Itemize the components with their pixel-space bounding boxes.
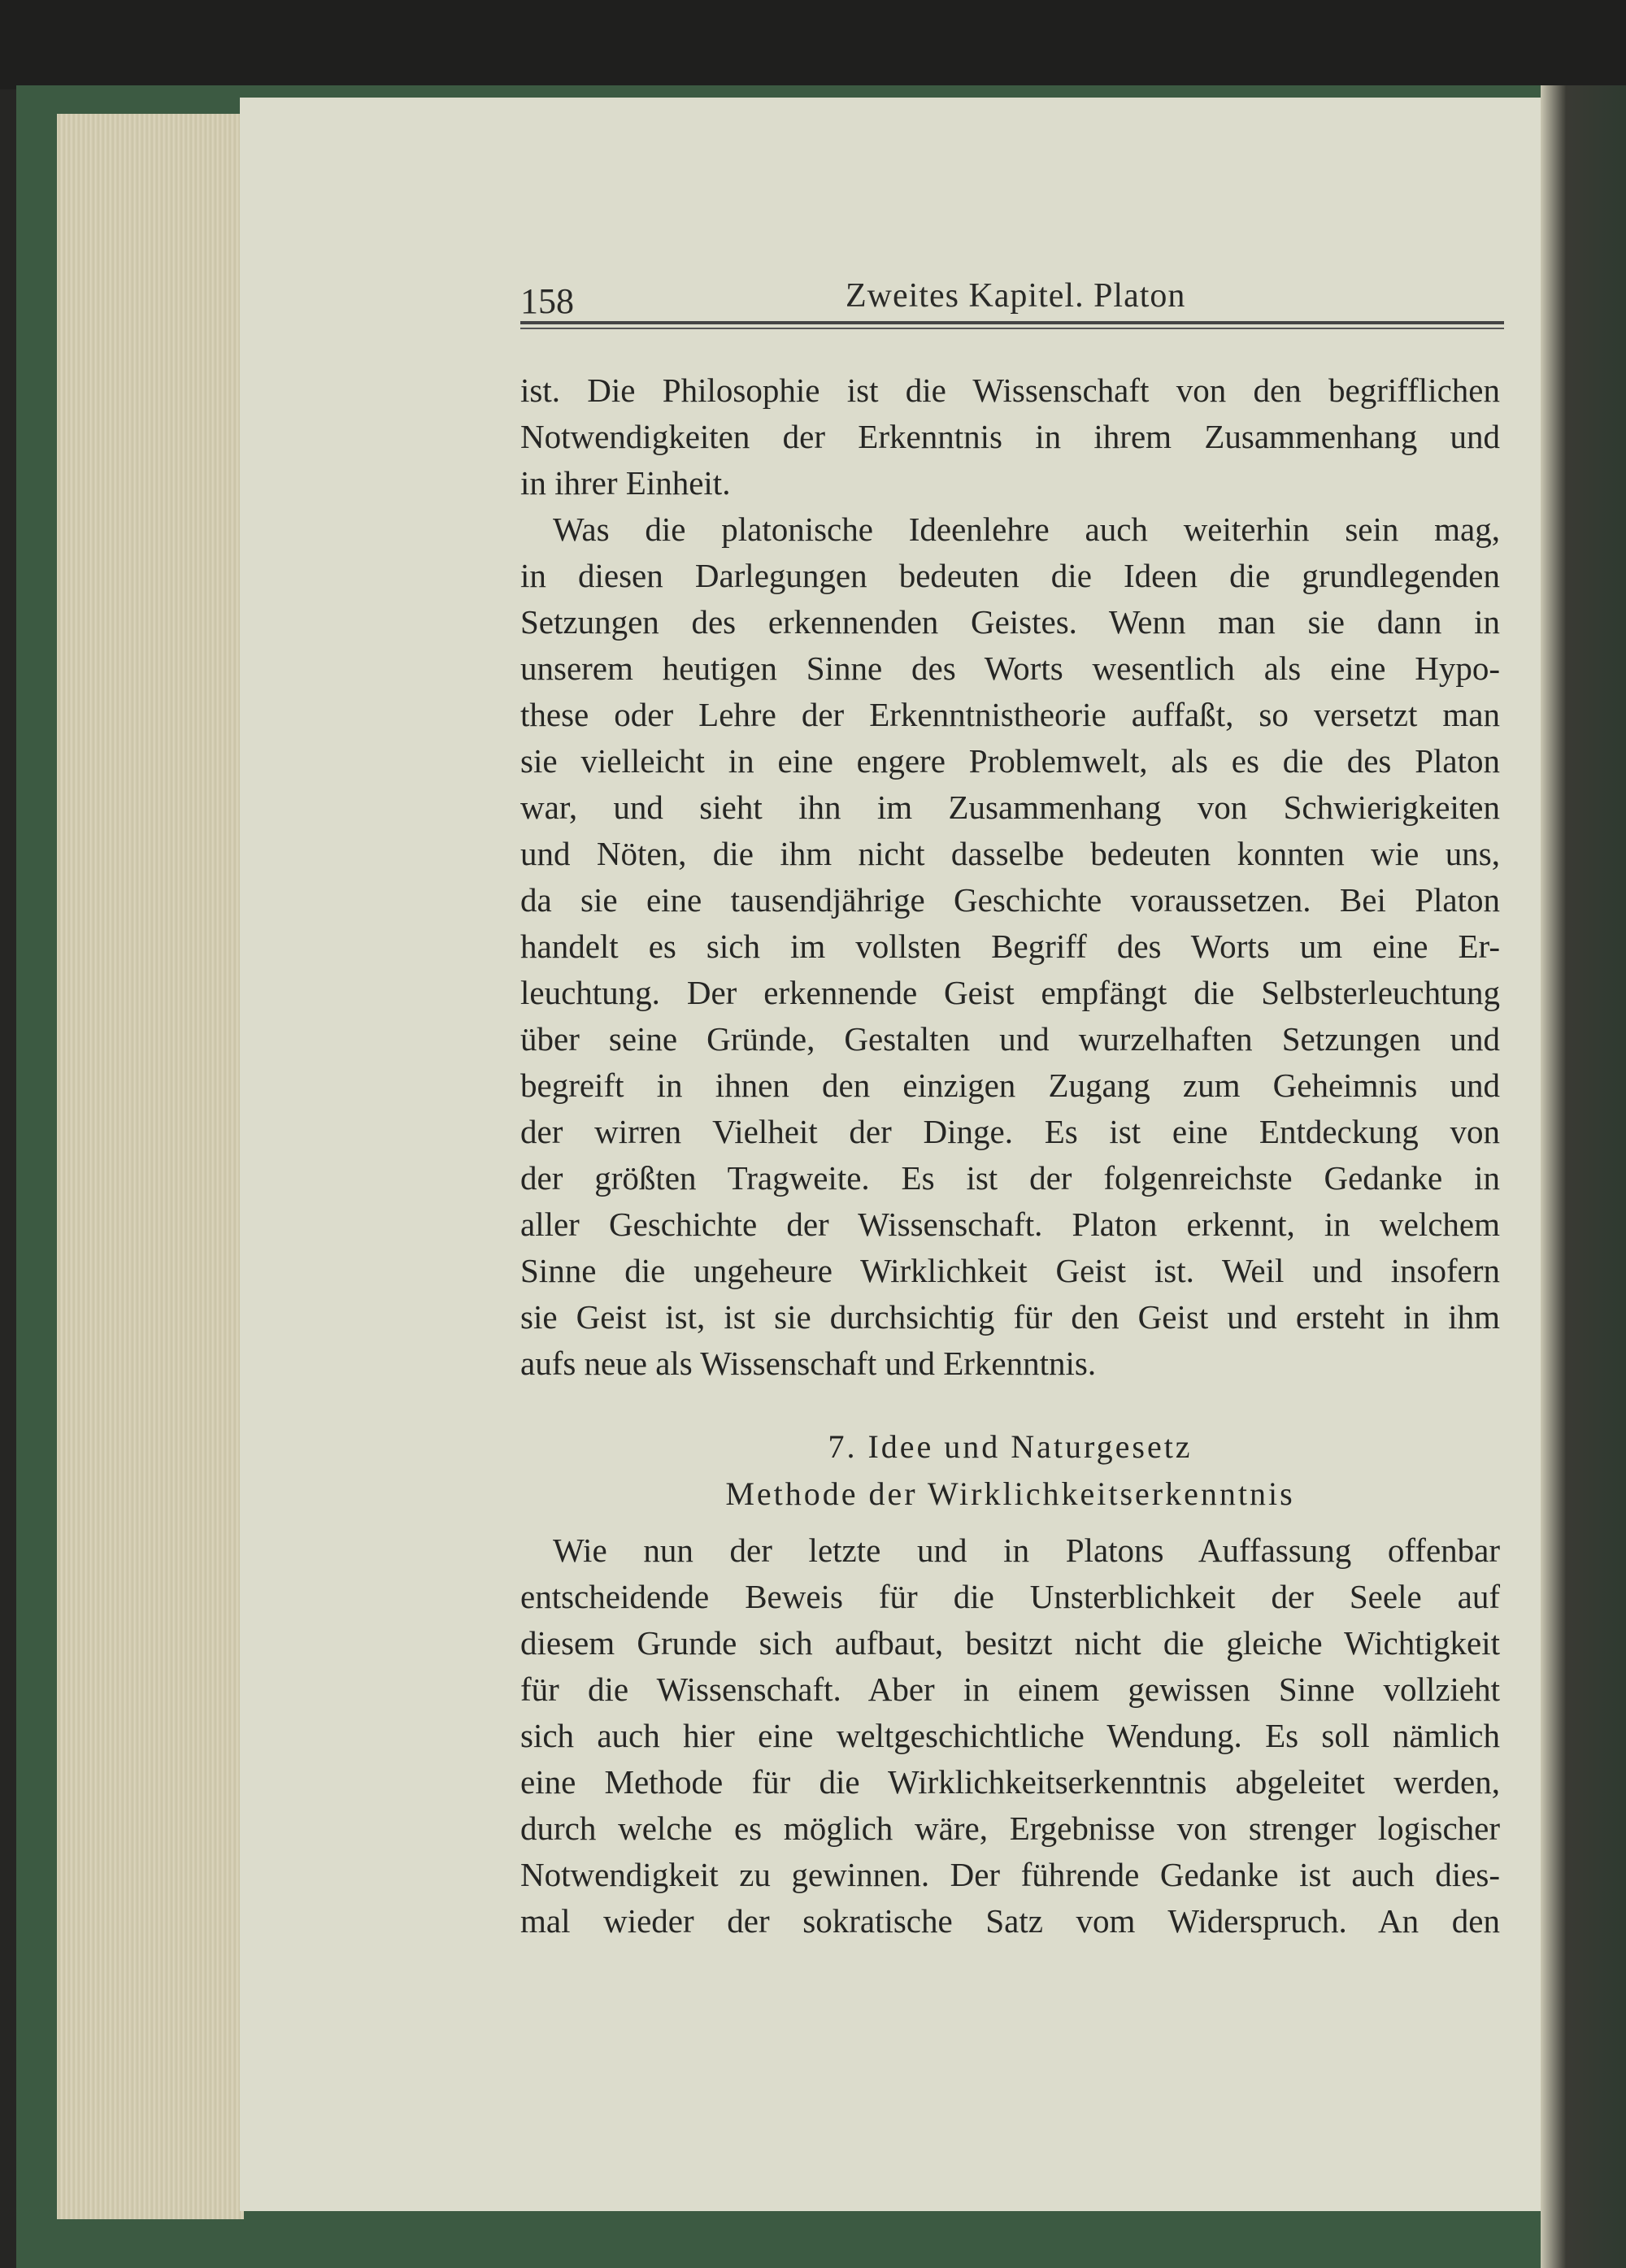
body-text-2 [520, 1527, 1500, 1944]
text-line: durch welche es möglich wäre, Ergebnisse von strenger logischer [520, 1810, 1500, 1847]
text-line: sich auch hier eine weltgeschichtliche Wendung. Es soll nämlich [520, 1717, 1500, 1754]
text-line: diesem Grunde sich aufbaut, besitzt nicht die gleiche Wichtigkeit [520, 1624, 1500, 1662]
text-line: leuchtung. Der erkennende Geist empfängt die Selbsterleuchtung [520, 974, 1500, 1011]
text-line: und Nöten, die ihm nicht dasselbe bedeuten konnten wie uns, [520, 835, 1500, 872]
section-subtitle: Methode der Wirklichkeitserkenntnis [725, 1475, 1295, 1512]
text-line: aufs neue als Wissenschaft und Erkenntnis. [520, 1345, 1097, 1382]
text-line: in diesen Darlegungen bedeuten die Ideen die grundlegenden [520, 557, 1500, 594]
text-line: begreift in ihnen den einzigen Zugang zum Geheimnis und [520, 1067, 1500, 1104]
text-line: über seine Gründe, Gestalten und wurzelhaften Setzungen und [520, 1020, 1500, 1058]
text-line: sie vielleicht in eine engere Problemwelt, als es die des Platon [520, 742, 1500, 780]
book-spine [1541, 85, 1626, 2268]
text-line: sie Geist ist, ist sie durchsichtig für den Geist und ersteht in ihm [520, 1298, 1500, 1336]
text-line: mal wieder der sokratische Satz vom Widerspruch. An den [520, 1902, 1500, 1940]
text-line: Sinne die ungeheure Wirklichkeit Geist ist. Weil und insofern [520, 1252, 1500, 1289]
text-line: handelt es sich im vollsten Begriff des Worts um eine Er- [520, 928, 1500, 965]
section-title: 7. Idee und Naturgesetz [828, 1428, 1193, 1465]
running-title: Zweites Kapitel. Platon [846, 277, 1186, 315]
text-line: entscheidende Beweis für die Unsterblichkeit der Seele auf [520, 1578, 1500, 1615]
text-line: der wirren Vielheit der Dinge. Es ist eine Entdeckung von [520, 1113, 1500, 1150]
text-line: der größten Tragweite. Es ist der folgenreichste Gedanke in [520, 1159, 1500, 1197]
text-line: für die Wissenschaft. Aber in einem gewissen Sinne vollzieht [520, 1671, 1500, 1708]
text-line: unserem heutigen Sinne des Worts wesentlich als eine Hypo- [520, 650, 1500, 687]
text-line: eine Methode für die Wirklichkeitserkenntnis abgeleitet werden, [520, 1763, 1500, 1801]
section-heading [520, 1423, 1500, 1518]
text-line: Notwendigkeit zu gewinnen. Der führende Gedanke ist auch dies- [520, 1856, 1500, 1893]
page-number: 158 [520, 281, 574, 321]
body-text-1 [520, 367, 1500, 1387]
text-line: Wie nun der letzte und in Platons Auffassung offenbar [553, 1532, 1500, 1569]
text-line: Was die platonische Ideenlehre auch weiterhin sein mag, [553, 511, 1500, 548]
background-top [0, 0, 1626, 89]
text-line: Notwendigkeiten der Erkenntnis in ihrem Zusammenhang und [520, 418, 1500, 455]
text-line: war, und sieht ihn im Zusammenhang von Schwierigkeiten [520, 789, 1500, 826]
text-line: ist. Die Philosophie ist die Wissenschaft von den begrifflichen [520, 371, 1500, 409]
text-line: in ihrer Einheit. [520, 464, 731, 502]
header-rule [520, 321, 1504, 329]
text-line: Setzungen des erkennenden Geistes. Wenn man sie dann in [520, 603, 1500, 641]
text-line: these oder Lehre der Erkenntnistheorie auffaßt, so versetzt man [520, 696, 1500, 733]
text-line: da sie eine tausendjährige Geschichte voraussetzen. Bei Platon [520, 881, 1500, 919]
page-edges [57, 114, 244, 2219]
text-line: aller Geschichte der Wissenschaft. Platon erkennt, in welchem [520, 1206, 1500, 1243]
